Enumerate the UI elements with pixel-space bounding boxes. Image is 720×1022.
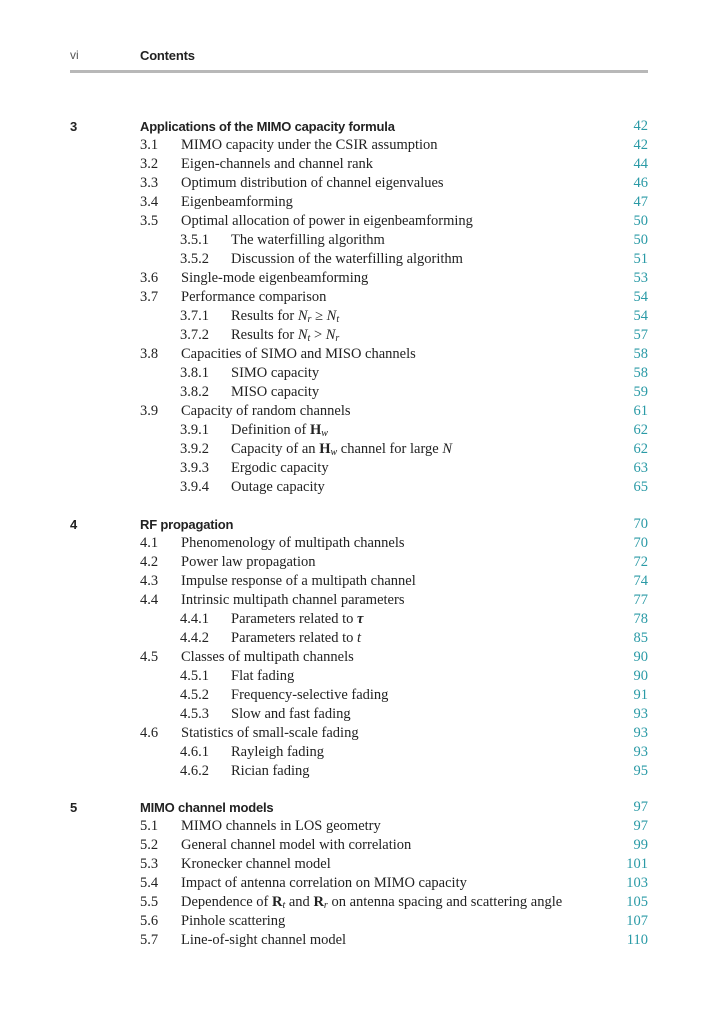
section-title[interactable]: Statistics of small-scale fading xyxy=(181,724,359,741)
section-title[interactable]: Impact of antenna correlation on MIMO capacity xyxy=(181,875,467,891)
page-link[interactable]: 54 xyxy=(633,289,648,305)
subsection-number: 3.9.2 xyxy=(180,441,209,457)
chapter-number: 3 xyxy=(70,119,78,134)
section-number: 3.1 xyxy=(140,137,159,153)
section-title[interactable]: Eigenbeamforming xyxy=(181,194,293,210)
table-of-contents xyxy=(70,118,648,951)
chapter-title[interactable]: RF propagation xyxy=(140,516,234,532)
section-title[interactable]: Pinhole scattering xyxy=(181,913,286,929)
page-link[interactable]: 72 xyxy=(633,553,648,570)
page-link[interactable]: 70 xyxy=(633,515,648,532)
subsection-title[interactable]: The waterfilling algorithm xyxy=(231,232,385,248)
section-entry[interactable] xyxy=(70,592,648,611)
chapter-number: 5 xyxy=(70,800,78,815)
page-link[interactable]: 78 xyxy=(633,610,648,627)
subsection-title[interactable]: Outage capacity xyxy=(231,479,325,495)
page-link[interactable]: 70 xyxy=(633,534,648,551)
chapter-gap xyxy=(70,782,648,800)
section-title[interactable]: Phenomenology of multipath channels xyxy=(181,534,405,551)
subsection-number: 4.5.1 xyxy=(180,667,209,684)
page-link[interactable]: 93 xyxy=(633,705,648,722)
page-link[interactable]: 65 xyxy=(633,479,648,495)
subsection-entry[interactable] xyxy=(70,384,648,403)
page-link[interactable]: 74 xyxy=(633,572,648,589)
section-number: 3.9 xyxy=(140,403,159,419)
section-entry[interactable] xyxy=(70,175,648,194)
subsection-entry[interactable] xyxy=(70,630,648,649)
section-title[interactable]: Classes of multipath channels xyxy=(181,648,354,665)
section-number: 3.4 xyxy=(140,194,159,210)
section-number: 3.7 xyxy=(140,289,159,305)
page-link[interactable]: 62 xyxy=(633,441,648,457)
section-title[interactable]: MIMO channels in LOS geometry xyxy=(181,818,381,834)
page-link[interactable]: 93 xyxy=(633,743,648,760)
section-entry[interactable] xyxy=(70,137,648,156)
section-number: 3.3 xyxy=(140,175,159,191)
section-entry[interactable] xyxy=(70,932,648,951)
page-link[interactable]: 51 xyxy=(633,251,648,267)
section-title[interactable]: Optimal allocation of power in eigenbeamforming xyxy=(181,213,473,229)
page-link[interactable]: 97 xyxy=(633,799,648,815)
section-entry[interactable] xyxy=(70,649,648,668)
page-link[interactable]: 110 xyxy=(626,932,648,948)
section-number: 3.5 xyxy=(140,213,159,229)
page-link[interactable]: 42 xyxy=(633,118,648,134)
section-number: 3.6 xyxy=(140,270,159,286)
subsection-number: 3.5.2 xyxy=(180,251,209,267)
subsection-entry[interactable] xyxy=(70,441,648,460)
section-entry[interactable] xyxy=(70,213,648,232)
subsection-entry[interactable] xyxy=(70,611,648,630)
section-title[interactable]: Capacities of SIMO and MISO channels xyxy=(181,346,416,362)
subsection-number: 4.6.2 xyxy=(180,762,209,779)
section-entry[interactable] xyxy=(70,535,648,554)
section-number: 4.6 xyxy=(140,724,159,741)
page-link[interactable]: 53 xyxy=(633,270,648,286)
section-number: 5.3 xyxy=(140,856,159,872)
subsection-title[interactable]: Discussion of the waterfilling algorithm xyxy=(231,251,463,267)
section-title[interactable]: Power law propagation xyxy=(181,553,316,570)
subsection-title[interactable]: MISO capacity xyxy=(231,384,320,400)
section-title[interactable]: MIMO capacity under the CSIR assumption xyxy=(181,137,438,153)
section-number: 5.5 xyxy=(140,894,159,910)
subsection-title[interactable]: Slow and fast fading xyxy=(231,705,351,722)
subsection-title[interactable]: Parameters related to τ xyxy=(231,610,364,627)
chapter-title[interactable]: MIMO channel models xyxy=(140,800,274,815)
subsection-title[interactable]: SIMO capacity xyxy=(231,365,320,381)
page-link[interactable]: 42 xyxy=(633,137,648,153)
subsection-entry[interactable] xyxy=(70,706,648,725)
subsection-entry[interactable] xyxy=(70,365,648,384)
subsection-entry[interactable] xyxy=(70,251,648,270)
section-title[interactable]: General channel model with correlation xyxy=(181,837,412,853)
subsection-number: 3.9.1 xyxy=(180,422,209,438)
header-rule xyxy=(70,70,648,73)
subsection-title[interactable]: Results for $N_r \ge N_t$ xyxy=(231,308,340,325)
subsection-entry[interactable] xyxy=(70,308,648,327)
section-number: 4.4 xyxy=(140,591,159,608)
section-number: 5.6 xyxy=(140,913,159,929)
section-title[interactable]: Intrinsic multipath channel parameters xyxy=(181,591,405,608)
section-entry[interactable] xyxy=(70,856,648,875)
page-link[interactable]: 77 xyxy=(633,591,648,608)
page-link[interactable]: 95 xyxy=(633,762,648,779)
section-number: 4.1 xyxy=(140,534,159,551)
subsection-number: 3.9.3 xyxy=(180,460,209,476)
subsection-number: 4.4.1 xyxy=(180,610,209,627)
section-entry[interactable] xyxy=(70,403,648,422)
chapter-entry[interactable] xyxy=(70,516,648,535)
page-link[interactable]: 50 xyxy=(633,232,648,248)
chapter-number: 4 xyxy=(70,516,78,532)
page-link[interactable]: 50 xyxy=(633,213,648,229)
subsection-number: 4.6.1 xyxy=(180,743,209,760)
section-entry[interactable] xyxy=(70,913,648,932)
section-title[interactable]: Kronecker channel model xyxy=(181,856,331,872)
section-title[interactable]: Eigen-channels and channel rank xyxy=(181,156,374,172)
page-link[interactable]: 85 xyxy=(633,629,648,646)
subsection-entry[interactable] xyxy=(70,232,648,251)
subsection-entry[interactable] xyxy=(70,668,648,687)
subsection-title[interactable]: Rician fading xyxy=(231,762,310,779)
subsection-number: 4.5.3 xyxy=(180,705,209,722)
page-link[interactable]: 62 xyxy=(633,422,648,438)
section-entry[interactable] xyxy=(70,194,648,213)
page-link[interactable]: 58 xyxy=(633,346,648,362)
section-number: 5.2 xyxy=(140,837,159,853)
section-entry[interactable] xyxy=(70,818,648,837)
page-link[interactable]: 101 xyxy=(626,856,648,872)
section-title[interactable]: Single-mode eigenbeamforming xyxy=(181,270,369,286)
subsection-title[interactable]: Rayleigh fading xyxy=(231,743,325,760)
chapter-entry[interactable] xyxy=(70,118,648,137)
subsection-entry[interactable] xyxy=(70,422,648,441)
subsection-entry[interactable] xyxy=(70,327,648,346)
page-link[interactable]: 54 xyxy=(633,308,648,324)
subsection-entry[interactable] xyxy=(70,763,648,782)
page-link[interactable]: 57 xyxy=(633,327,648,343)
page-number: vi xyxy=(70,48,79,62)
subsection-title[interactable]: Frequency-selective fading xyxy=(231,686,389,703)
page-link[interactable]: 90 xyxy=(633,648,648,665)
section-number: 4.2 xyxy=(140,553,159,570)
page-link[interactable]: 91 xyxy=(633,686,648,703)
subsection-title[interactable]: Definition of $H_w$ xyxy=(231,422,328,439)
subsection-number: 3.7.2 xyxy=(180,327,209,343)
page-link[interactable]: 105 xyxy=(626,894,648,910)
subsection-title[interactable]: Ergodic capacity xyxy=(231,460,329,476)
page-link[interactable]: 93 xyxy=(633,724,648,741)
section-number: 5.4 xyxy=(140,875,159,891)
subsection-number: 3.8.2 xyxy=(180,384,209,400)
subsection-number: 4.5.2 xyxy=(180,686,209,703)
section-entry[interactable] xyxy=(70,894,648,913)
page-link[interactable]: 58 xyxy=(633,365,648,381)
subsection-entry[interactable] xyxy=(70,687,648,706)
subsection-entry[interactable] xyxy=(70,744,648,763)
page-link[interactable]: 107 xyxy=(626,913,648,929)
section-title[interactable]: Dependence of $R_t$ and $R_r$ on antenna spacing and scattering angle xyxy=(181,894,563,911)
page-link[interactable]: 99 xyxy=(633,837,648,853)
section-number: 5.7 xyxy=(140,932,159,948)
page-link[interactable]: 59 xyxy=(633,384,648,400)
section-entry[interactable] xyxy=(70,875,648,894)
section-title[interactable]: Performance comparison xyxy=(181,289,327,305)
section-entry[interactable] xyxy=(70,156,648,175)
section-entry[interactable] xyxy=(70,837,648,856)
subsection-number: 3.8.1 xyxy=(180,365,209,381)
section-title[interactable]: Line-of-sight channel model xyxy=(181,932,347,948)
subsection-title[interactable]: Parameters related to t xyxy=(231,629,362,646)
page-link[interactable]: 90 xyxy=(633,667,648,684)
page-link[interactable]: 61 xyxy=(633,403,648,419)
subsection-number: 4.4.2 xyxy=(180,629,209,646)
page-link[interactable]: 97 xyxy=(633,818,648,834)
subsection-title[interactable]: Capacity of an $H_w$ channel for large N xyxy=(231,441,453,458)
section-number: 5.1 xyxy=(140,818,159,834)
chapter-title[interactable]: Applications of the MIMO capacity formula xyxy=(140,119,395,134)
section-title[interactable]: Capacity of random channels xyxy=(181,403,351,419)
section-title[interactable]: Impulse response of a multipath channel xyxy=(181,572,416,589)
running-head: Contents xyxy=(140,48,195,63)
chapter-gap xyxy=(70,498,648,516)
section-number: 4.3 xyxy=(140,572,159,589)
page-link[interactable]: 103 xyxy=(626,875,648,891)
page-link[interactable]: 46 xyxy=(633,175,648,191)
page-link[interactable]: 63 xyxy=(633,460,648,476)
page-link[interactable]: 47 xyxy=(633,194,648,210)
section-entry[interactable] xyxy=(70,573,648,592)
page-link[interactable]: 44 xyxy=(633,156,648,172)
section-entry[interactable] xyxy=(70,554,648,573)
section-number: 4.5 xyxy=(140,648,159,665)
chapter-entry[interactable] xyxy=(70,799,648,818)
subsection-entry[interactable] xyxy=(70,479,648,498)
section-title[interactable]: Optimum distribution of channel eigenvalues xyxy=(181,175,444,191)
page-header xyxy=(70,48,648,74)
section-entry[interactable] xyxy=(70,346,648,365)
subsection-number: 3.7.1 xyxy=(180,308,209,324)
subsection-number: 3.5.1 xyxy=(180,232,209,248)
section-entry[interactable] xyxy=(70,289,648,308)
section-number: 3.2 xyxy=(140,156,159,172)
subsection-title[interactable]: Results for $N_t > N_r$ xyxy=(231,327,340,344)
subsection-number: 3.9.4 xyxy=(180,479,209,495)
section-entry[interactable] xyxy=(70,725,648,744)
section-number: 3.8 xyxy=(140,346,159,362)
subsection-title[interactable]: Flat fading xyxy=(231,667,295,684)
section-entry[interactable] xyxy=(70,270,648,289)
subsection-entry[interactable] xyxy=(70,460,648,479)
